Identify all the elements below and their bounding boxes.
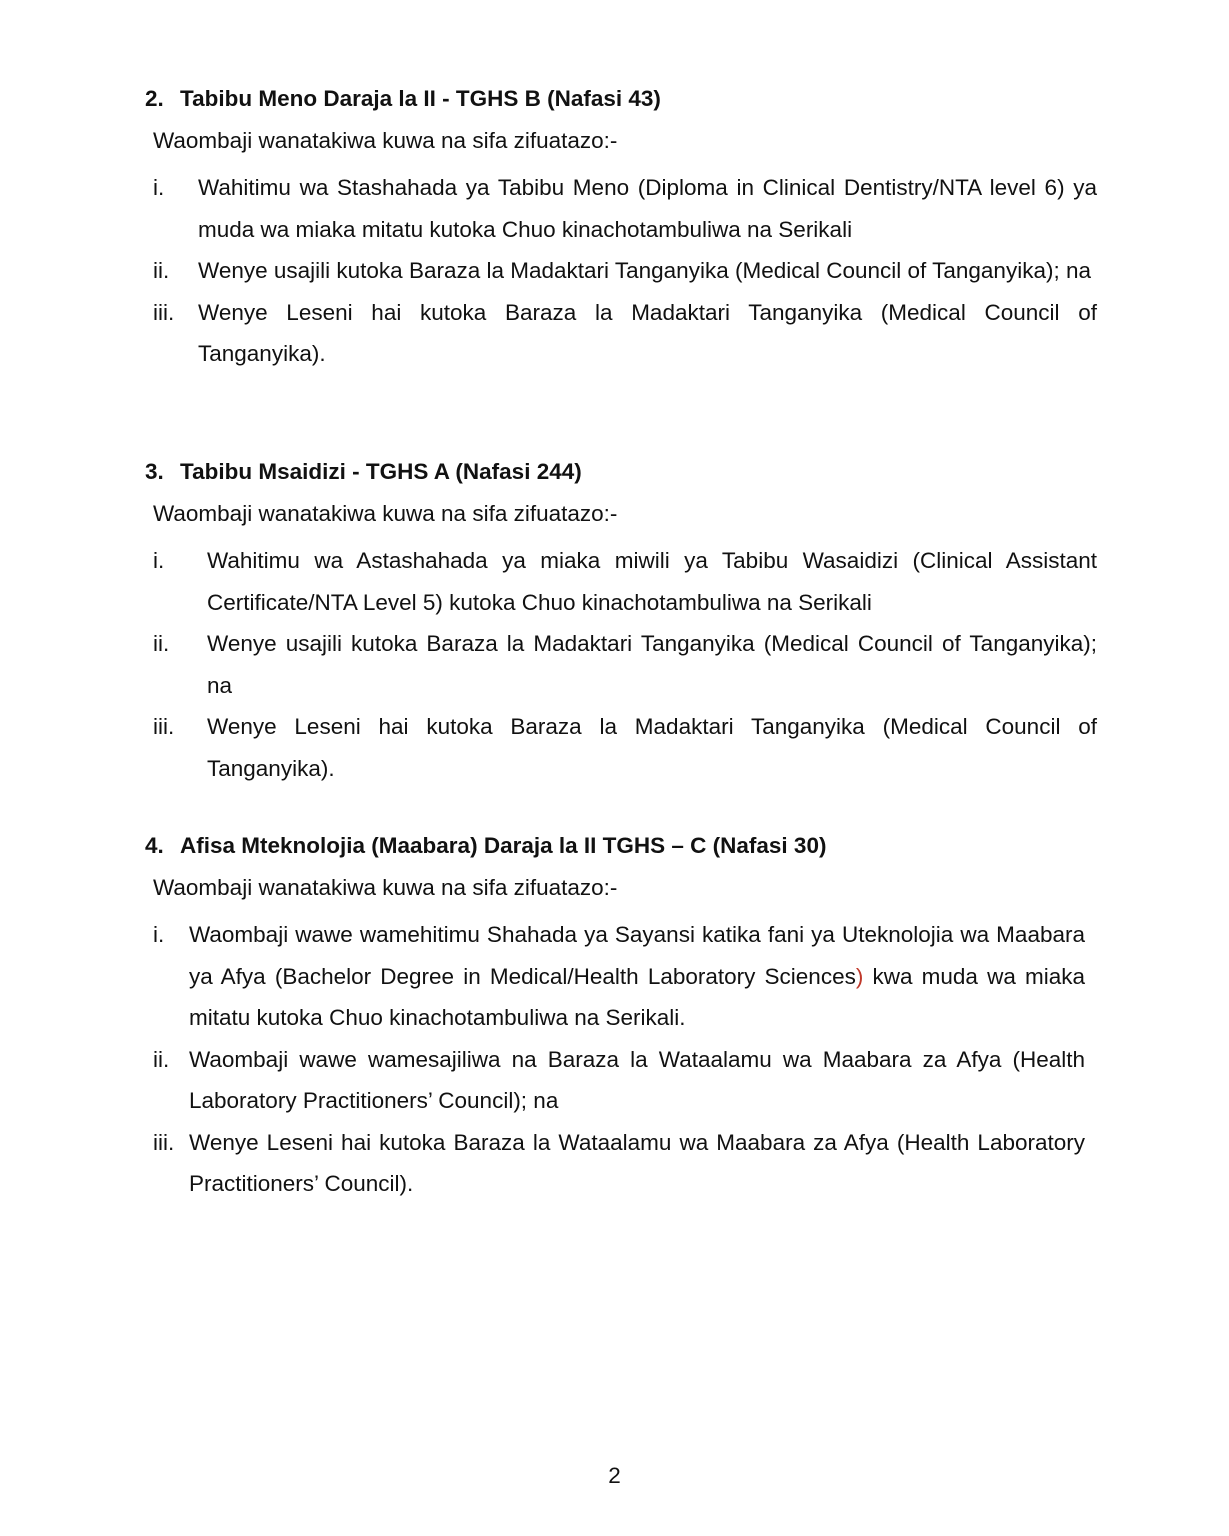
page-number: 2: [608, 1463, 621, 1488]
requirements-list: [145, 540, 1097, 789]
item-numeral: i.: [153, 548, 165, 573]
item-text: Wenye Leseni hai kutoka Baraza la Madaktari Tanganyika (Medical Council of Tanganyika).: [207, 714, 1097, 781]
requirement-item: [145, 292, 1097, 375]
section-intro: Waombaji wanatakiwa kuwa na sifa zifuatazo:-: [153, 501, 618, 526]
section-number: 4.: [145, 833, 164, 858]
item-numeral: i.: [153, 922, 165, 947]
item-text: Wenye Leseni hai kutoka Baraza la Madaktari Tanganyika (Medical Council of Tanganyika).: [198, 299, 1097, 366]
item-numeral: i.: [153, 175, 165, 200]
section-intro: Waombaji wanatakiwa kuwa na sifa zifuatazo:-: [153, 128, 618, 153]
section-tabibu-msaidizi: [145, 456, 1097, 789]
item-numeral: ii.: [153, 258, 170, 283]
section-heading: [145, 83, 1097, 115]
requirement-item: [145, 250, 1097, 292]
item-text-part: Waombaji wawe wamehitimu Shahada ya Sayansi katika fani ya Uteknolojia wa Maabara ya Afya (Bachelor Degree in Medical/Health Laboratory Sciences: [189, 922, 1085, 989]
item-text: Wahitimu wa Astashahada ya miaka miwili ya Tabibu Wasaidizi (Clinical Assistant Certificate/NTA Level 5) kutoka Chuo kinachotambuliwa na Serikali: [207, 548, 1097, 615]
requirements-list: [145, 167, 1097, 375]
requirement-item: [145, 706, 1097, 789]
requirement-item: [145, 540, 1097, 623]
section-tabibu-meno: [145, 83, 1097, 375]
section-afisa-mteknolojia: [145, 830, 1085, 1205]
item-text-highlight: ): [855, 963, 864, 989]
item-text-part: kwa muda wa miaka mitatu kutoka Chuo kinachotambuliwa na Serikali.: [189, 963, 1085, 1030]
section-heading: [145, 830, 1085, 862]
section-number: 2.: [145, 86, 164, 111]
requirement-item: [145, 1122, 1085, 1205]
item-numeral: iii.: [153, 714, 175, 739]
requirement-item: [145, 623, 1097, 706]
item-numeral: iii.: [153, 1129, 175, 1155]
requirement-item: [145, 914, 1085, 1039]
item-text: Wahitimu wa Stashahada ya Tabibu Meno (Diploma in Clinical Dentistry/NTA level 6) ya muda wa miaka mitatu kutoka Chuo kinachotambuliwa na Serikali: [198, 175, 1097, 242]
item-text: Wenye usajili kutoka Baraza la Madaktari Tanganyika (Medical Council of Tanganyika); na: [207, 631, 1097, 698]
item-text: Wenye usajili kutoka Baraza la Madaktari Tanganyika (Medical Council of Tanganyika); na: [198, 258, 1091, 283]
requirement-item: [145, 167, 1097, 250]
item-text: Wenye Leseni hai kutoka Baraza la Wataalamu wa Maabara za Afya (Health Laboratory Practitioners’ Council).: [189, 1129, 1085, 1196]
section-title: Tabibu Msaidizi - TGHS A (Nafasi 244): [180, 459, 582, 484]
item-numeral: iii.: [153, 299, 175, 325]
item-numeral: ii.: [153, 1046, 170, 1072]
requirement-item: [145, 1039, 1085, 1122]
section-number: 3.: [145, 459, 164, 484]
requirements-list: [145, 914, 1085, 1205]
section-title: Afisa Mteknolojia (Maabara) Daraja la II TGHS – C (Nafasi 30): [180, 833, 827, 858]
section-title: Tabibu Meno Daraja la II - TGHS B (Nafasi 43): [180, 86, 661, 111]
item-numeral: ii.: [153, 631, 170, 656]
section-heading: [145, 456, 1097, 488]
item-text: Waombaji wawe wamesajiliwa na Baraza la Wataalamu wa Maabara za Afya (Health Laboratory Practitioners’ Council); na: [189, 1046, 1085, 1113]
section-intro: Waombaji wanatakiwa kuwa na sifa zifuatazo:-: [153, 875, 618, 900]
